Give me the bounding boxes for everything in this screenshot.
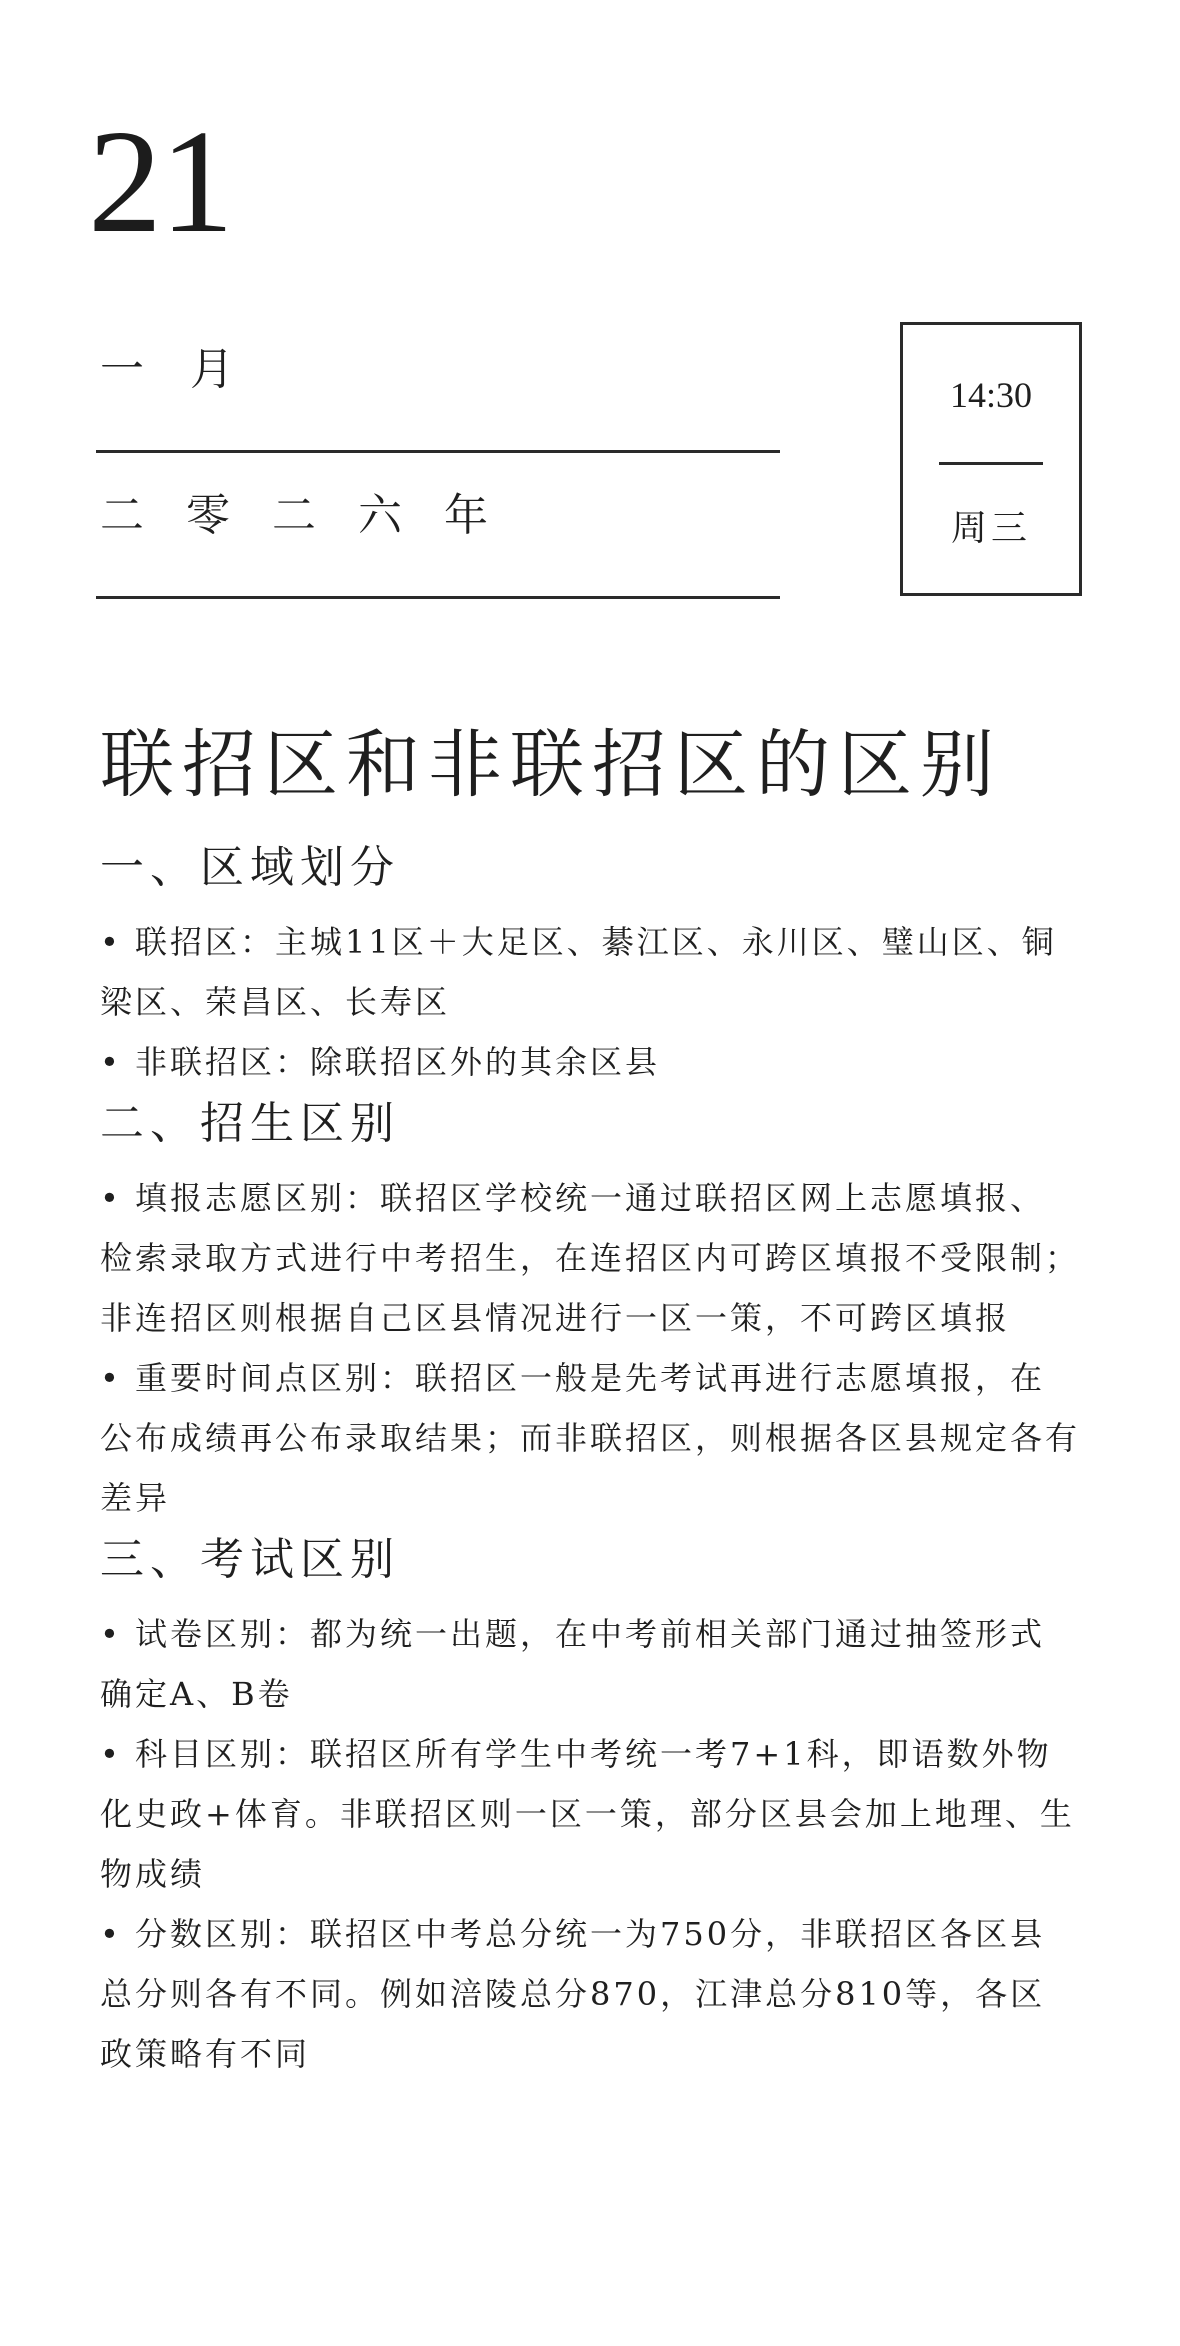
weekday-label: 周三 [950, 508, 1031, 549]
bullet-item: • 分数区别：联招区中考总分统一为750分，非联招区各区县总分则各有不同。例如涪陵总分870，江津总分810等，各区政策略有不同 [100, 1915, 1046, 2073]
section-heading: 一、区域划分 [100, 842, 400, 893]
divider-line [96, 450, 780, 453]
bullet-item: • 重要时间点区别：联招区一般是先考试再进行志愿填报，在公布成绩再公布录取结果；而非联招区，则根据各区县规定各有差异 [100, 1359, 1081, 1517]
time-label: 14:30 [949, 375, 1032, 415]
section-enrollment [100, 1098, 1081, 1528]
section-heading: 二、招生区别 [100, 1098, 400, 1149]
section-heading: 三、考试区别 [100, 1534, 400, 1585]
section-region [100, 842, 1080, 1092]
bullet-item: • 联招区：主城11区＋大足区、綦江区、永川区、璧山区、铜梁区、荣昌区、长寿区 [100, 923, 1057, 1021]
article [100, 722, 1081, 2094]
bullet-item: • 试卷区别：都为统一出题，在中考前相关部门通过抽签形式确定A、B卷 [100, 1615, 1046, 1713]
bullet-item: • 非联招区：除联招区外的其余区县 [100, 1043, 661, 1081]
time-divider [939, 462, 1043, 465]
day-number: 21 [88, 100, 232, 264]
section-exam [100, 1534, 1080, 2084]
article-title: 联招区和非联招区的区别 [100, 722, 1002, 808]
time-box [900, 322, 1082, 596]
bullet-item: • 填报志愿区别：联招区学校统一通过联招区网上志愿填报、检索录取方式进行中考招生，在连招区内可跨区填报不受限制；非连招区则根据自己区县情况进行一区一策，不可跨区填报 [100, 1179, 1081, 1337]
bullet-item: • 科目区别：联招区所有学生中考统一考7+1科，即语数外物化史政+体育。非联招区则一区一策，部分区县会加上地理、生物成绩 [100, 1735, 1075, 1893]
month-label: 一月 [100, 344, 280, 395]
divider-line [96, 596, 780, 599]
year-label: 二零二六年 [100, 490, 530, 541]
